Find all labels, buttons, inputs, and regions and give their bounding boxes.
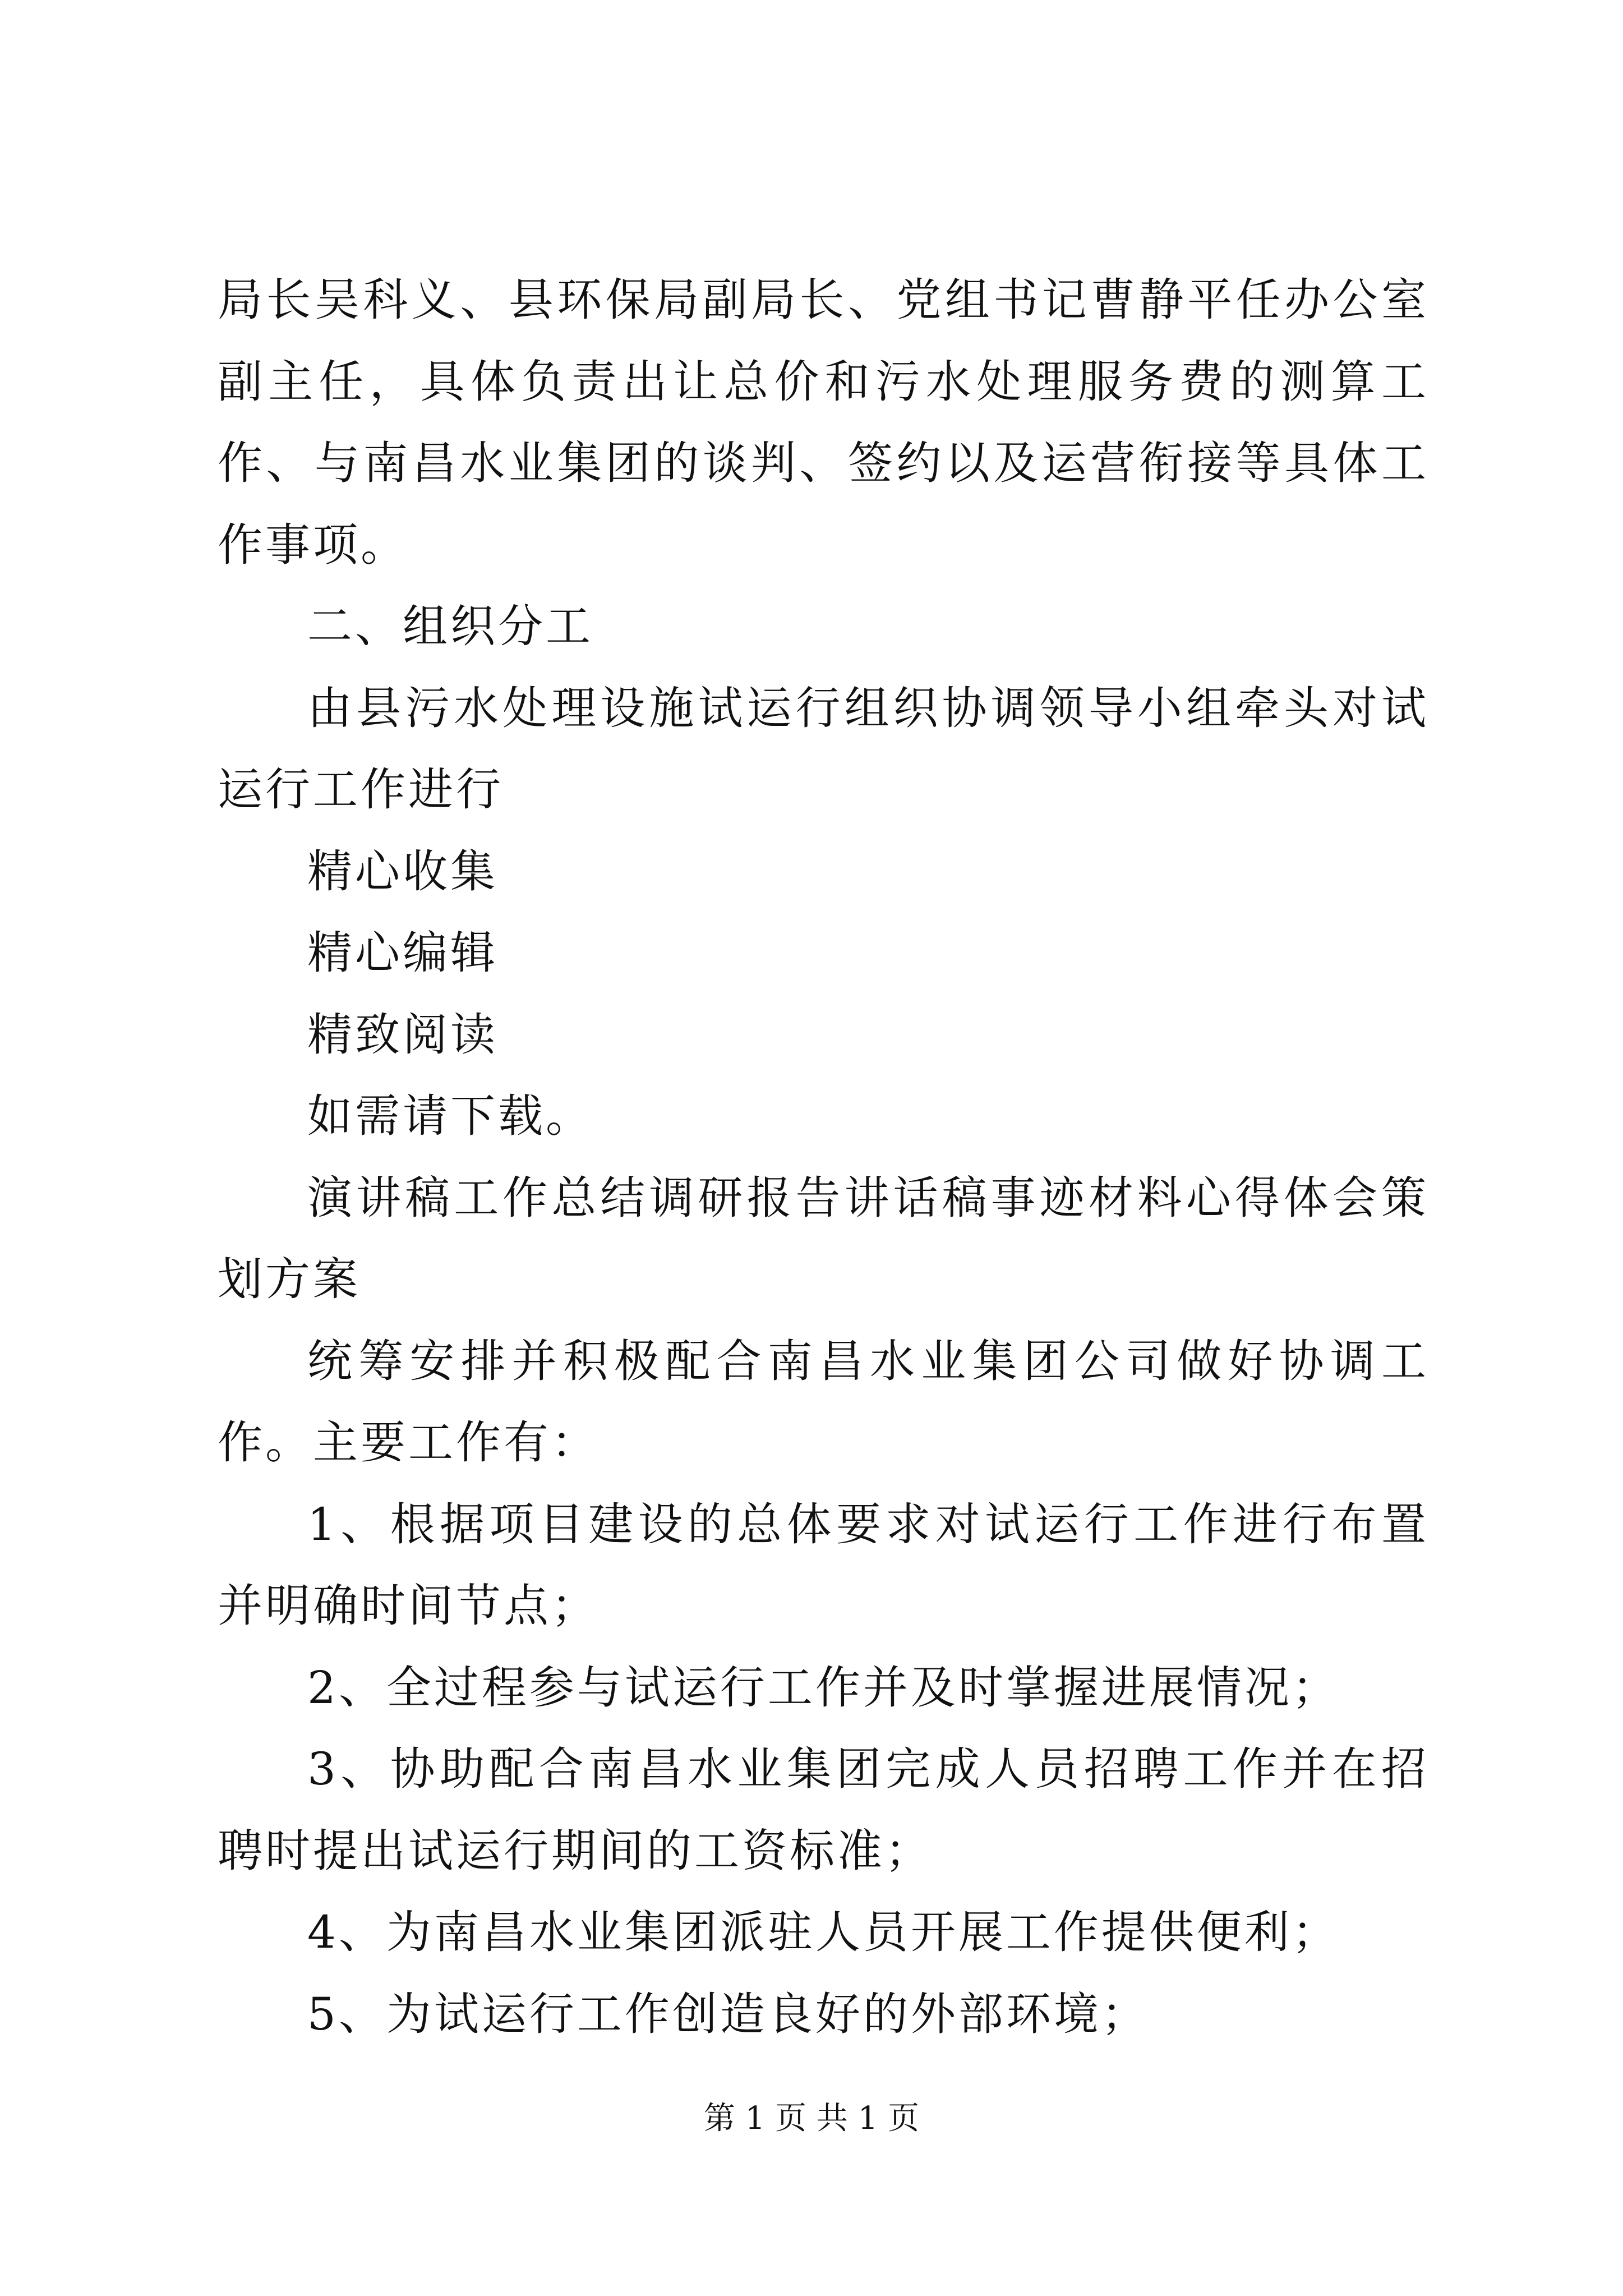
page-footer: 第 1 页 共 1 页 (703, 2100, 920, 2137)
paragraph: 局长吴科义、县环保局副局长、党组书记曹静平任办公室副主任，具体负责出让总价和污水处理服务费的测算工作、与南昌水业集团的谈判、签约以及运营衔接等具体工作事项。 (218, 274, 1429, 571)
paragraph: 精心收集 (307, 845, 498, 898)
section-heading: 二、组织分工 (307, 600, 593, 652)
list-item: 5、为试运行工作创造良好的外部环境； (307, 1987, 1149, 2040)
list-item: 3、协助配合南昌水业集团完成人员招聘工作并在招聘时提出试运行期间的工资标准； (218, 1743, 1429, 1877)
paragraph: 由县污水处理设施试运行组织协调领导小组牵头对试运行工作进行 (218, 682, 1429, 816)
list-item: 2、全过程参与试运行工作并及时掌握进展情况； (307, 1661, 1340, 1714)
list-item: 4、为南昌水业集团派驻人员开展工作提供便利； (307, 1906, 1340, 1958)
document-body (218, 259, 1429, 2055)
paragraph: 演讲稿工作总结调研报告讲话稿事迹材料心得体会策划方案 (218, 1171, 1429, 1305)
paragraph: 统筹安排并积极配合南昌水业集团公司做好协调工作。主要工作有： (218, 1335, 1429, 1469)
paragraph: 如需请下载。 (307, 1090, 593, 1142)
paragraph: 精心编辑 (307, 927, 498, 979)
list-item: 1、根据项目建设的总体要求对试运行工作进行布置并明确时间节点； (218, 1498, 1429, 1632)
paragraph: 精致阅读 (307, 1008, 498, 1061)
